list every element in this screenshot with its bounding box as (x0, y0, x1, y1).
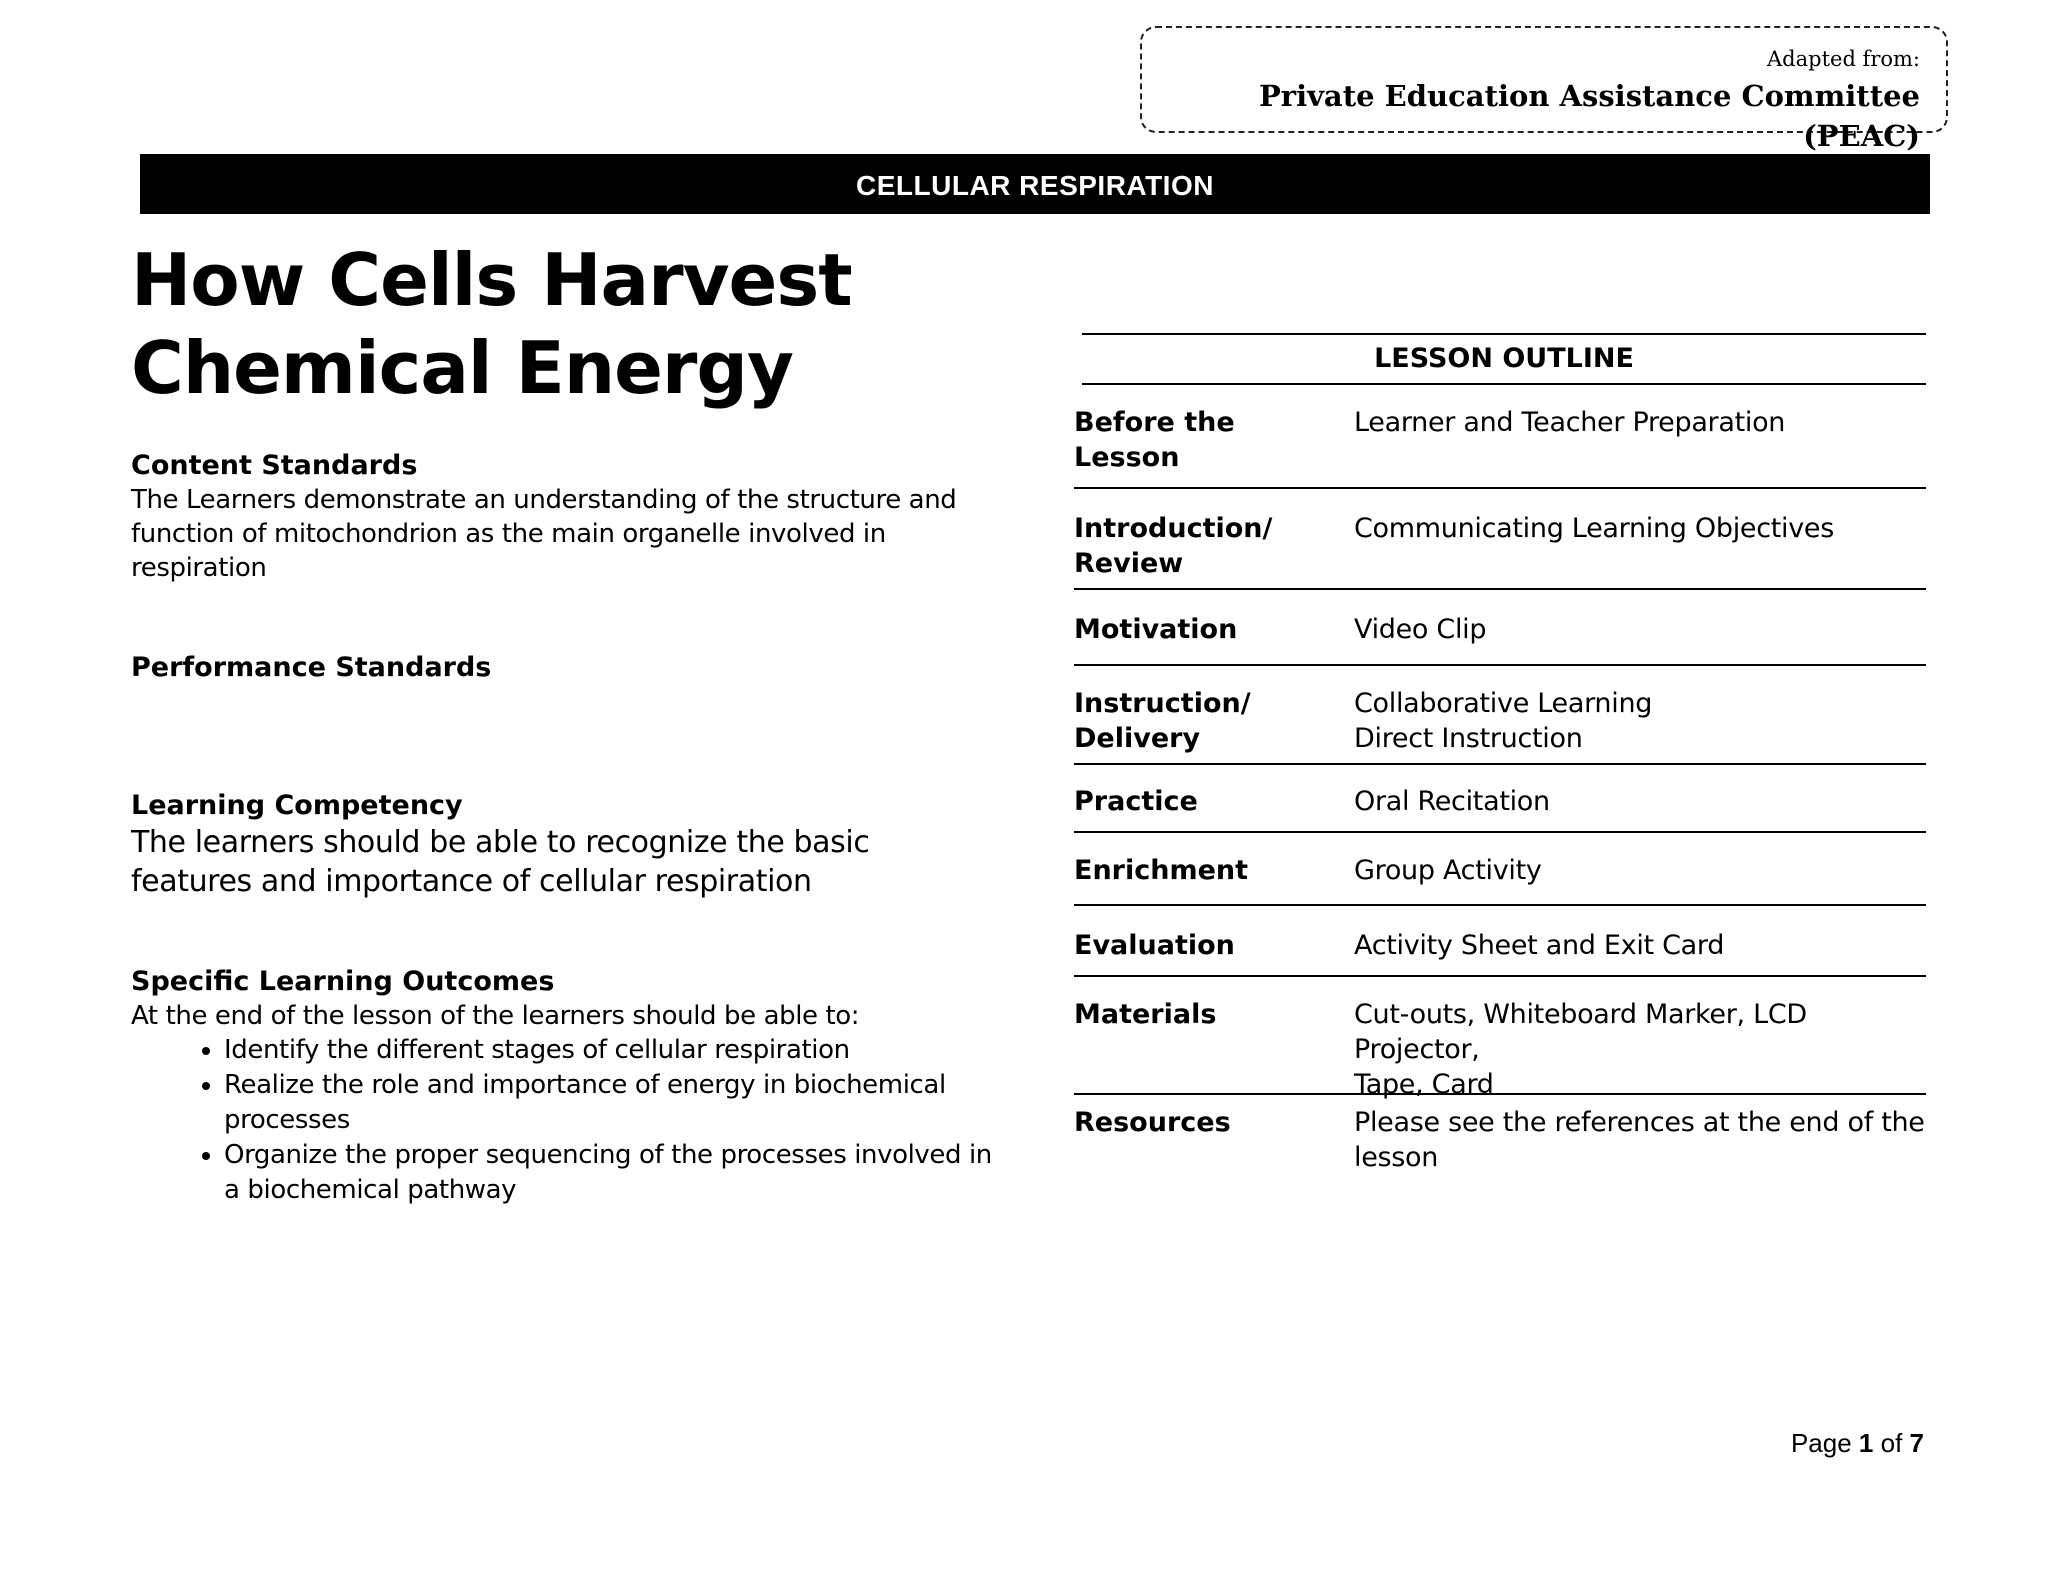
outline-value-line: Learner and Teacher Preparation (1354, 407, 1786, 438)
learning-competency-section (131, 789, 1011, 901)
outline-row-value: Oral Recitation (1354, 786, 1550, 817)
outline-row-before-lesson (1074, 385, 1926, 489)
outline-row-enrichment (1074, 833, 1926, 906)
page-of: of (1880, 1428, 1903, 1458)
outcome-item: • Realize the role and importance of energy in biochemical processes (224, 1068, 1004, 1138)
performance-standards-section (131, 651, 1011, 685)
outline-row-practice (1074, 765, 1926, 833)
outline-row-value (1354, 511, 1926, 588)
outline-row-value: Group Activity (1354, 855, 1542, 886)
outline-label-line: Delivery (1074, 723, 1201, 754)
performance-standards-heading: Performance Standards (131, 652, 492, 683)
outline-label-line: Introduction/ (1074, 513, 1273, 544)
specific-outcomes-intro: At the end of the lesson of the learners should be able to: (131, 1001, 860, 1031)
outline-row-label (1074, 405, 1354, 487)
page-total: 7 (1909, 1428, 1924, 1458)
lesson-outline-table (1074, 333, 1926, 1195)
outline-value-line: Cut-outs, Whiteboard Marker, LCD Projector, (1354, 999, 1807, 1065)
outline-row-label: Resources (1074, 1107, 1231, 1138)
adapted-from-box (1140, 26, 1948, 153)
outline-value-line: Please see the references at the end of the (1354, 1107, 1925, 1138)
lesson-outline-header: LESSON OUTLINE (1082, 333, 1926, 385)
topic-banner: CELLULAR RESPIRATION (140, 154, 1930, 214)
outline-value-line: Tape, Card (1354, 1069, 1494, 1100)
outline-row-instruction (1074, 666, 1926, 765)
outline-row-value (1354, 997, 1926, 1100)
content-standards-heading: Content Standards (131, 450, 418, 481)
content-standards-section (131, 449, 1011, 585)
outline-row-motivation (1074, 590, 1926, 666)
outline-value-line: lesson (1354, 1142, 1439, 1173)
learning-competency-text: The learners should be able to recognize the basic features and importance of cellular respiration (131, 825, 870, 899)
specific-outcomes-heading: Specific Learning Outcomes (131, 966, 555, 997)
outline-label-line: Review (1074, 548, 1184, 579)
outline-value-line: Collaborative Learning (1354, 688, 1653, 719)
outline-row-resources (1074, 1095, 1926, 1195)
outline-row-evaluation (1074, 906, 1926, 977)
lesson-title-line-2: Chemical Energy (131, 326, 793, 410)
content-standards-text: The Learners demonstrate an understanding of the structure and function of mitochondrion as the main organelle involved in respiration (131, 485, 957, 583)
adapted-from-organization: Private Education Assistance Committee (PEAC) (1258, 79, 1920, 153)
specific-outcomes-section (131, 965, 1011, 1208)
outline-label-line: Lesson (1074, 442, 1180, 473)
lesson-overview (131, 236, 1011, 1208)
outline-row-materials (1074, 977, 1926, 1100)
outcomes-list (131, 1033, 1004, 1208)
page-number (1791, 1428, 1924, 1459)
outline-value-line: Communicating Learning Objectives (1354, 513, 1835, 544)
outline-row-introduction (1074, 489, 1926, 590)
page-current: 1 (1858, 1428, 1874, 1458)
outcome-item: • Identify the different stages of cellular respiration (224, 1033, 1004, 1068)
outline-row-value (1354, 686, 1926, 763)
outline-value-line: Direct Instruction (1354, 723, 1583, 754)
lesson-title (131, 236, 1011, 412)
outline-row-label: Practice (1074, 786, 1198, 817)
outline-row-value (1354, 1105, 1926, 1195)
outline-label-line: Before the (1074, 407, 1235, 438)
adapted-from-label: Adapted from: (1767, 47, 1920, 71)
outline-row-label: Evaluation (1074, 930, 1235, 961)
outline-label-line: Instruction/ (1074, 688, 1251, 719)
outline-row-label: Motivation (1074, 614, 1238, 645)
outline-row-label: Enrichment (1074, 855, 1249, 886)
outline-row-value: Video Clip (1354, 614, 1487, 645)
outcome-item: • Organize the proper sequencing of the processes involved in a biochemical pathway (224, 1138, 1004, 1208)
outline-row-label: Materials (1074, 999, 1217, 1030)
outline-row-label (1074, 686, 1354, 763)
outline-row-label (1074, 511, 1354, 588)
lesson-title-line-1: How Cells Harvest (131, 238, 852, 322)
outline-row-value: Activity Sheet and Exit Card (1354, 930, 1725, 961)
page-prefix: Page (1790, 1428, 1852, 1458)
outline-row-value (1354, 405, 1926, 487)
learning-competency-heading: Learning Competency (131, 790, 463, 821)
